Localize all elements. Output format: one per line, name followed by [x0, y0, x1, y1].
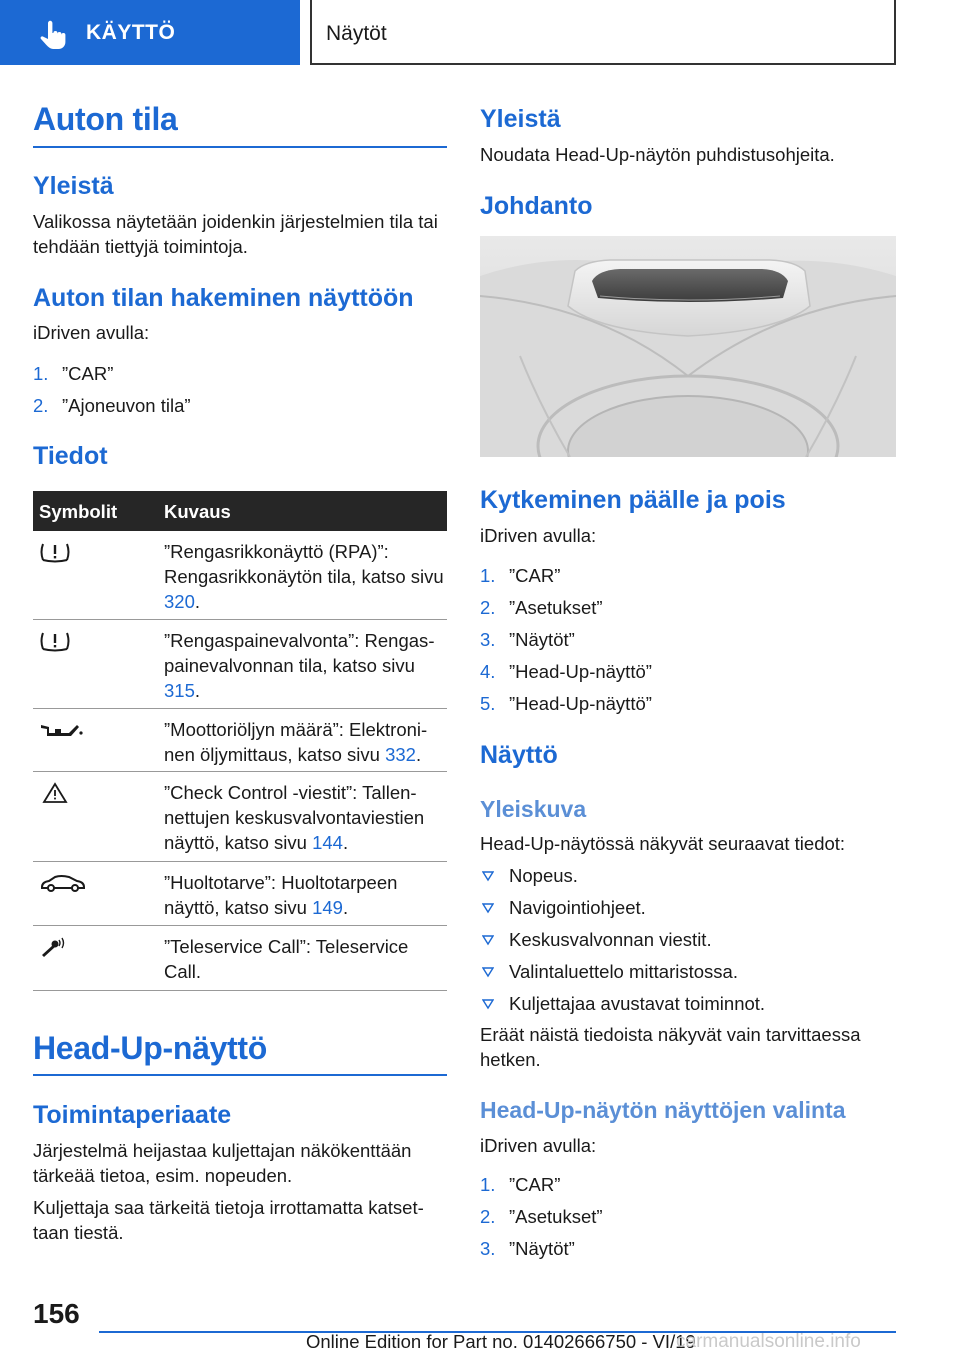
list-item: Kuljettajaa avustavat toiminnot. [480, 991, 896, 1016]
hud-title: Head-Up-näyttö [33, 1030, 268, 1066]
tire-pressure-icon [39, 630, 71, 652]
intro-heading: Johdanto [480, 192, 593, 220]
table-row [33, 620, 447, 709]
watermark: carmanualsonline.info [676, 1331, 861, 1352]
hand-pointer-icon [38, 20, 68, 50]
list-item: Valintaluettelo mittaristossa. [480, 959, 896, 984]
teleservice-wrench-icon [39, 936, 71, 958]
hud-section [33, 1030, 447, 1067]
triangle-bullet-icon [482, 870, 494, 882]
triangle-bullet-icon [482, 934, 494, 946]
table-row [33, 862, 447, 926]
title-rule [33, 146, 447, 148]
list-item: 2. ”Ajoneuvon tila” [33, 395, 191, 416]
triangle-bullet-icon [482, 902, 494, 914]
select-intro: iDriven avulla: [480, 1135, 597, 1156]
symbols-table [33, 491, 447, 991]
section-title: Näytöt [326, 22, 387, 45]
page-title: Auton tila [33, 101, 178, 137]
display-note: Eräät näistä tiedoista näkyvät vain tarvittaessa hetken. [480, 1024, 861, 1070]
tire-warning-icon [39, 541, 71, 563]
overview-intro: Head-Up-näytössä näkyvät seuraavat tiedot: [480, 833, 846, 854]
row-description: ”Teleservice Call”: Teleservice Call. [164, 936, 409, 982]
fetch-steps [33, 361, 447, 425]
info-heading: Tiedot [33, 442, 108, 470]
chapter-label: KÄYTTÖ [86, 21, 176, 44]
list-item: 1. ”CAR” [480, 1174, 561, 1195]
warning-triangle-icon [39, 782, 71, 804]
list-item: 3. ”Näytöt” [480, 1238, 575, 1259]
row-description: ”Rengasrikkonäyttö (RPA)”: Rengasrikkonäytön tila, katso sivu 320. [164, 541, 444, 612]
list-item: 2. ”Asetukset” [480, 1206, 603, 1227]
fetch-intro: iDriven avulla: [33, 322, 150, 343]
row-description: ”Check Control -viestit”: Tallennettujen keskusvalvontaviestien näyttö, katso sivu 144. [164, 782, 425, 853]
general-text: Valikossa näytetään joidenkin järjestelmien tila tai tehdään tiettyjä toimintoja. [33, 211, 438, 257]
principle-text-2: Kuljettaja saa tärkeitä tietoja irrottamatta katsettaan tiestä. [33, 1197, 424, 1243]
list-item: Keskusvalvonnan viestit. [480, 927, 896, 952]
column-symbols: Symbolit [39, 501, 118, 522]
principle-heading: Toimintaperiaate [33, 1101, 232, 1129]
oil-can-icon [39, 719, 83, 741]
list-item: 5. ”Head-Up-näyttö” [480, 693, 652, 714]
list-item: Navigointiohjeet. [480, 895, 896, 920]
overview-heading: Yleiskuva [480, 796, 587, 822]
switch-heading: Kytkeminen päälle ja pois [480, 486, 786, 514]
table-row [33, 709, 447, 772]
column-description: Kuvaus [164, 501, 231, 522]
list-item: 1. ”CAR” [480, 565, 561, 586]
page-link[interactable]: 315 [164, 680, 195, 701]
select-heading: Head-Up-näytön näyttöjen valinta [480, 1097, 846, 1123]
page-number: 156 [33, 1298, 80, 1329]
list-item: 2. ”Asetukset” [480, 597, 603, 618]
left-column [33, 101, 447, 138]
list-item: 4. ”Head-Up-näyttö” [480, 661, 652, 682]
display-heading: Näyttö [480, 741, 558, 769]
switch-intro: iDriven avulla: [480, 525, 597, 546]
cleaning-heading: Yleistä [480, 105, 561, 133]
table-row [33, 531, 447, 620]
hud-title-rule [33, 1074, 447, 1076]
table-header [33, 491, 447, 531]
principle-text-1: Järjestelmä heijastaa kuljettajan näkökenttään tärkeää tietoa, esim. nopeuden. [33, 1140, 412, 1186]
section-header [310, 0, 896, 65]
chapter-tab [0, 0, 300, 65]
page-link[interactable]: 332 [385, 744, 416, 765]
general-heading: Yleistä [33, 172, 114, 200]
edition-note: Online Edition for Part no. 01402666750 - VI/19 [306, 1331, 696, 1352]
row-description: ”Huoltotarve”: Huoltotarpeen näyttö, katso sivu 149. [164, 872, 398, 918]
page-link[interactable]: 144 [312, 832, 343, 853]
triangle-bullet-icon [482, 966, 494, 978]
list-item: 3. ”Näytöt” [480, 629, 575, 650]
table-row [33, 772, 447, 862]
cleaning-text: Noudata Head-Up-näytön puhdistusohjeita. [480, 144, 835, 165]
row-description: ”Moottoriöljyn määrä”: Elektroninen öljymittaus, katso sivu 332. [164, 719, 428, 765]
row-description: ”Rengaspainevalvonta”: Rengaspainevalvonnan tila, katso sivu 315. [164, 630, 435, 701]
switch-steps [480, 563, 896, 723]
head-up-display-photo [480, 236, 896, 457]
select-steps [480, 1172, 896, 1268]
fetch-heading: Auton tilan hakeminen näyttöön [33, 284, 414, 312]
triangle-bullet-icon [482, 998, 494, 1010]
page-link[interactable]: 320 [164, 591, 195, 612]
overview-list [480, 863, 896, 1023]
list-item: Nopeus. [480, 863, 896, 888]
list-item: 1. ”CAR” [33, 363, 114, 384]
table-row [33, 926, 447, 991]
page-link[interactable]: 149 [312, 897, 343, 918]
service-car-icon [39, 872, 87, 894]
